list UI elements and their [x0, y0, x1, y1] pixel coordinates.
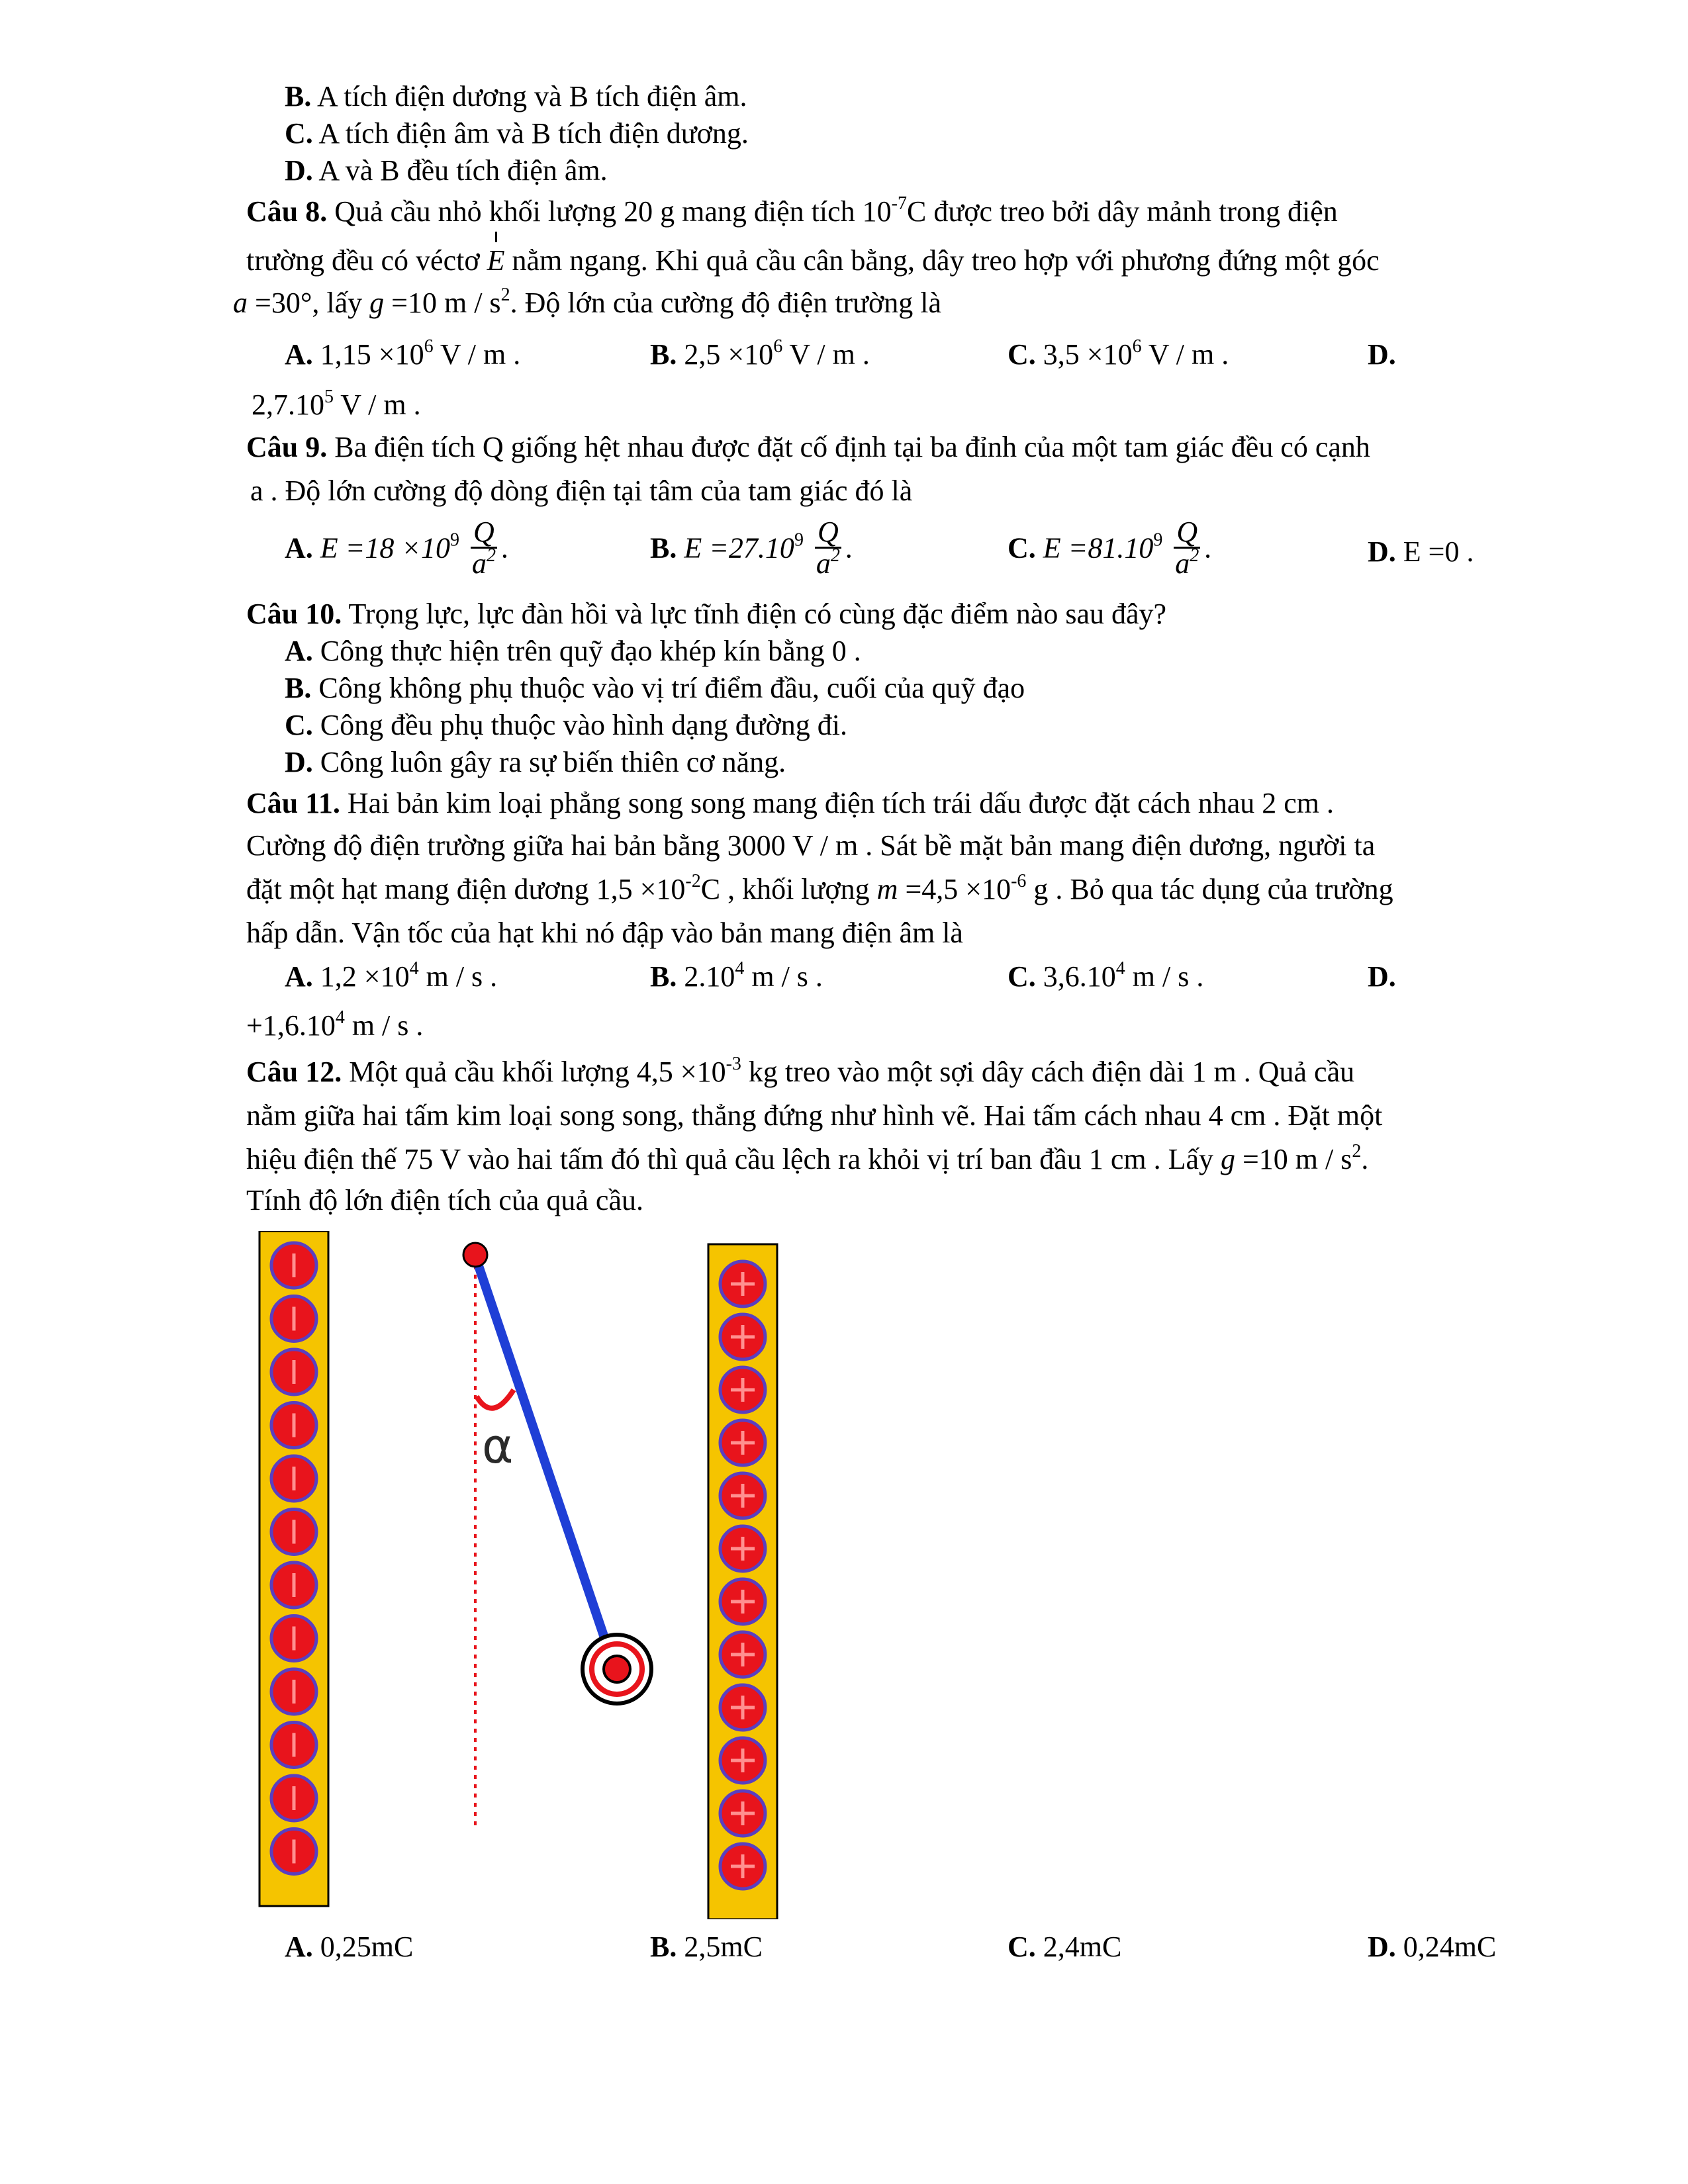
q11-option-b: B. 2.10$^4$ m / s . — [650, 958, 823, 993]
q11-option-c: C. 3,6.10$^4$ m / s . — [1008, 958, 1204, 993]
angle-arc — [477, 1390, 514, 1408]
q9-option-c: C. $E =81.10^9$ $\frac{Q}{a^2}$ . — [1008, 516, 1212, 580]
q11-line2: Cường độ điện trường giữa hai bản bằng 3000 V / m . Sát bề mặt bản mang điện dương, người ta — [246, 829, 1376, 862]
q10-option-c: C. Công đều phụ thuộc vào hình dạng đường đi. — [285, 709, 848, 741]
q11-option-a: A. $1,2 \times 10^4$ m / s . — [285, 958, 498, 993]
q9-option-a: A. $E =18 \times 10^9$ $\frac{Q}{a^2}$ . — [285, 516, 508, 580]
q11-line1: Câu 11. Hai bản kim loại phẳng song song mang điện tích trái dấu được đặt cách nhau 2 cm . — [246, 787, 1335, 819]
q9-line2: a . Độ lớn cường độ dòng điện tại tâm của tam giác đó là — [250, 475, 913, 507]
q8-option-c: C. $3,5 \times 10^6$ V / m . — [1008, 336, 1229, 371]
q9-option-b: B. $E =27.10^9$ $\frac{Q}{a^2}$ . — [650, 516, 853, 580]
q10-option-b: B. Công không phụ thuộc vào vị trí điểm đầu, cuối của quỹ đạo — [285, 672, 1025, 704]
q9-option-d: D. E =0 . — [1368, 535, 1474, 568]
q8-line1: Câu 8. Quả cầu nhỏ khối lượng 20 g mang điện tích $10^{-7}C$ được treo bởi dây mảnh trong điện — [246, 193, 1338, 228]
vector-e: E — [487, 242, 505, 279]
q10-stem: Câu 10. Trọng lực, lực đàn hồi và lực tĩnh điện có cùng đặc điểm nào sau đây? — [246, 598, 1167, 630]
q12-line2: nằm giữa hai tấm kim loại song song, thẳng đứng như hình vẽ. Hai tấm cách nhau 4 cm . Đặt một — [246, 1099, 1383, 1132]
angle-label: α — [482, 1418, 514, 1474]
pivot-point — [463, 1243, 487, 1267]
q8-option-a: A. $1,15 \times 10^6$ V / m . — [285, 336, 521, 371]
q12-line4: Tính độ lớn điện tích của quả cầu. — [246, 1184, 643, 1216]
q12-option-d: D. 0,24mC — [1368, 1931, 1497, 1963]
q11-line3: đặt một hạt mang điện dương $1,5 \times 10^{-2}C$ , khối lượng $m =4,5 \times 10^{-6}$ g . Bỏ qua tác dụng của trường — [246, 871, 1393, 905]
q12-option-c: C. 2,4mC — [1008, 1931, 1122, 1963]
q11-line4: hấp dẫn. Vận tốc của hạt khi nó đập vào bản mang điện âm là — [246, 917, 963, 949]
q11-option-d-value: $+1,6.10^4$ m / s . — [246, 1007, 424, 1042]
q7-option-b: B. A tích điện dương và B tích điện âm. — [285, 80, 747, 113]
q12-line1: Câu 12. Một quả cầu khối lượng $4,5 \times 10^{-3}$ kg treo vào một sợi dây cách điện dài 1 m . Quả cầu — [246, 1054, 1355, 1088]
q7-option-d: D. A và B đều tích điện âm. — [285, 154, 608, 187]
q8-line3: a =30°, lấy g =10 m / $s^2$. Độ lớn của cường độ điện trường là — [233, 285, 942, 319]
q8-line2: trường đều có véctơ E nằm ngang. Khi quả cầu cân bằng, dây treo hợp với phương đứng một góc — [246, 242, 1380, 279]
q10-option-d: D. Công luôn gây ra sự biến thiên cơ năng. — [285, 746, 786, 778]
q12-option-a: A. 0,25mC — [285, 1931, 414, 1963]
q8-option-b: B. $2,5 \times 10^6$ V / m . — [650, 336, 870, 371]
q9-line1: Câu 9. Ba điện tích Q giống hệt nhau được đặt cố định tại ba đỉnh của một tam giác đều có cạnh — [246, 431, 1370, 463]
q8-option-d-label: D. — [1368, 338, 1396, 371]
q8-option-d-value: 2,7.10$^5$ V / m . — [252, 387, 421, 421]
q10-option-a: A. Công thực hiện trên quỹ đạo khép kín bằng 0 . — [285, 635, 861, 667]
q11-option-d-label: D. — [1368, 960, 1396, 993]
pendulum-plates-figure — [252, 1231, 808, 1919]
q7-option-c: C. A tích điện âm và B tích điện dương. — [285, 117, 749, 150]
q12-line3: hiệu điện thế 75 V vào hai tấm đó thì quả cầu lệch ra khỏi vị trí ban đầu 1 cm . Lấy g =10 m / $s^2$. — [246, 1141, 1369, 1175]
q12-option-b: B. 2,5mC — [650, 1931, 763, 1963]
